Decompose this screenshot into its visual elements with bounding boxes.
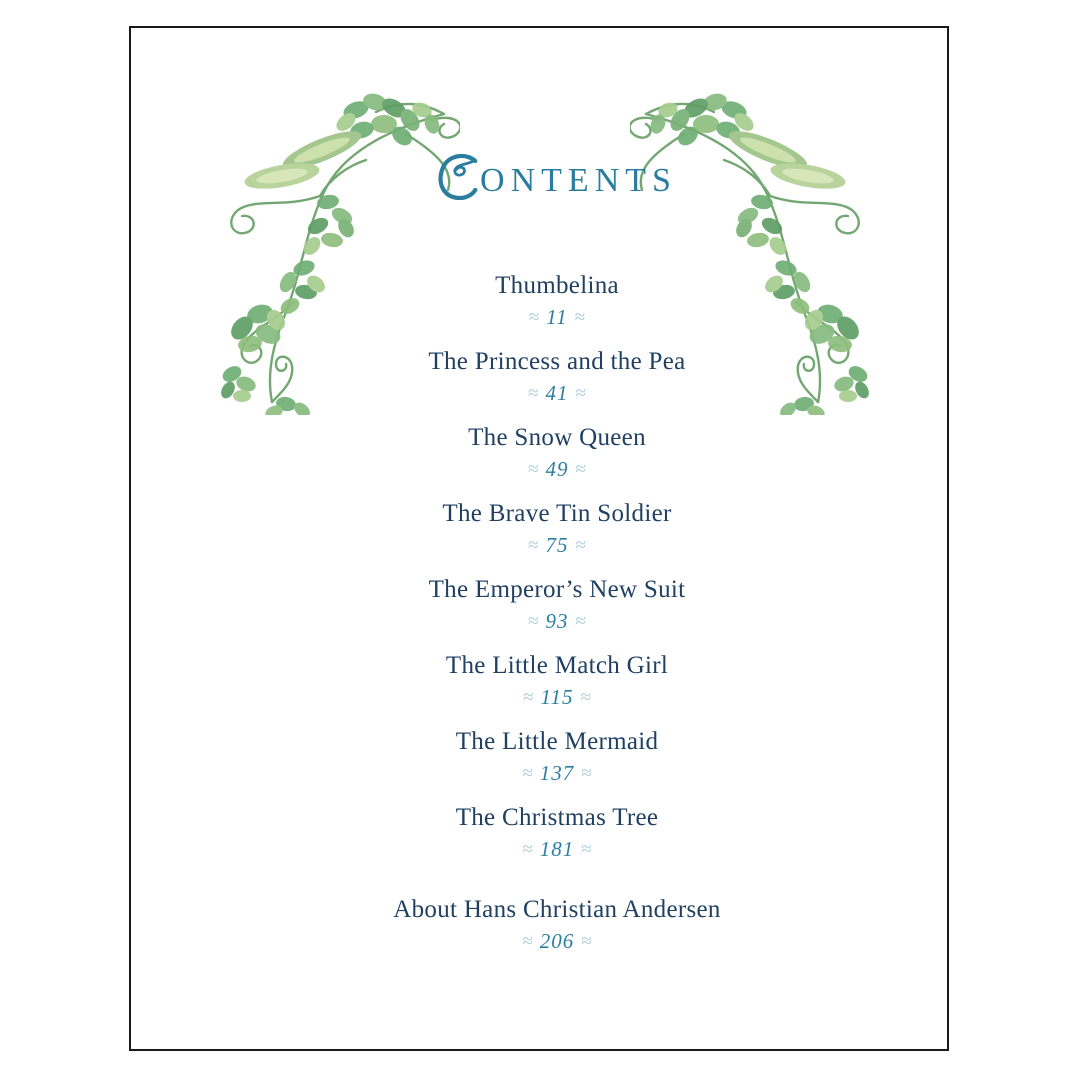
toc-entry	[17, 270, 1080, 332]
entry-title: The Little Match Girl	[445, 652, 669, 679]
left-tilde-ornament: ≈	[522, 839, 533, 860]
entry-title: The Emperor’s New Suit	[428, 576, 686, 603]
right-tilde-ornament: ≈	[575, 611, 586, 632]
entry-page-number: 115	[540, 685, 574, 709]
left-tilde-ornament: ≈	[528, 459, 539, 480]
left-tilde-ornament: ≈	[522, 931, 533, 952]
page-title-initial	[480, 150, 481, 151]
page-title-text: ONTENTS	[480, 162, 677, 199]
entry-page	[17, 684, 1080, 712]
entry-title: About Hans Christian Andersen	[393, 896, 721, 923]
entry-title: Thumbelina	[495, 272, 619, 299]
entry-page-number: 11	[546, 305, 568, 329]
toc-entry	[17, 498, 1080, 560]
entry-page-number: 49	[545, 457, 569, 481]
entry-page	[17, 532, 1080, 560]
right-tilde-ornament: ≈	[580, 687, 591, 708]
right-tilde-ornament: ≈	[581, 763, 592, 784]
left-tilde-ornament: ≈	[528, 535, 539, 556]
toc-entry	[17, 574, 1080, 636]
left-tilde-ornament: ≈	[528, 307, 540, 328]
entry-page	[17, 928, 1080, 956]
toc-entry	[17, 894, 1080, 956]
right-tilde-ornament: ≈	[575, 383, 586, 404]
entry-page	[17, 836, 1080, 864]
toc-list	[17, 270, 1080, 970]
left-tilde-ornament: ≈	[528, 611, 539, 632]
entry-page	[17, 380, 1080, 408]
entry-title: The Christmas Tree	[455, 804, 659, 831]
left-tilde-ornament: ≈	[528, 383, 539, 404]
page-title	[17, 150, 1080, 200]
decorative-initial-c-icon	[437, 150, 479, 200]
right-tilde-ornament: ≈	[575, 535, 586, 556]
entry-page-number: 75	[545, 533, 569, 557]
entry-title: The Princess and the Pea	[428, 348, 686, 375]
toc-entry	[17, 726, 1080, 788]
left-tilde-ornament: ≈	[522, 763, 533, 784]
entry-title: The Brave Tin Soldier	[442, 500, 672, 527]
entry-page-number: 137	[539, 761, 575, 785]
toc-entry	[17, 650, 1080, 712]
entry-title: The Little Mermaid	[455, 728, 659, 755]
right-tilde-ornament: ≈	[575, 459, 586, 480]
toc-entry	[17, 802, 1080, 864]
entry-page-number: 206	[539, 929, 575, 953]
entry-page-number: 181	[539, 837, 575, 861]
entry-title: The Snow Queen	[468, 424, 646, 451]
entry-page-number: 93	[545, 609, 569, 633]
toc-entry	[17, 422, 1080, 484]
right-tilde-ornament: ≈	[581, 839, 592, 860]
toc-entry	[17, 346, 1080, 408]
entry-page-number: 41	[545, 381, 569, 405]
right-tilde-ornament: ≈	[574, 307, 586, 328]
entry-page	[17, 608, 1080, 636]
right-tilde-ornament: ≈	[581, 931, 592, 952]
entry-page	[17, 456, 1080, 484]
entry-page	[17, 304, 1080, 332]
left-tilde-ornament: ≈	[523, 687, 534, 708]
entry-page	[17, 760, 1080, 788]
